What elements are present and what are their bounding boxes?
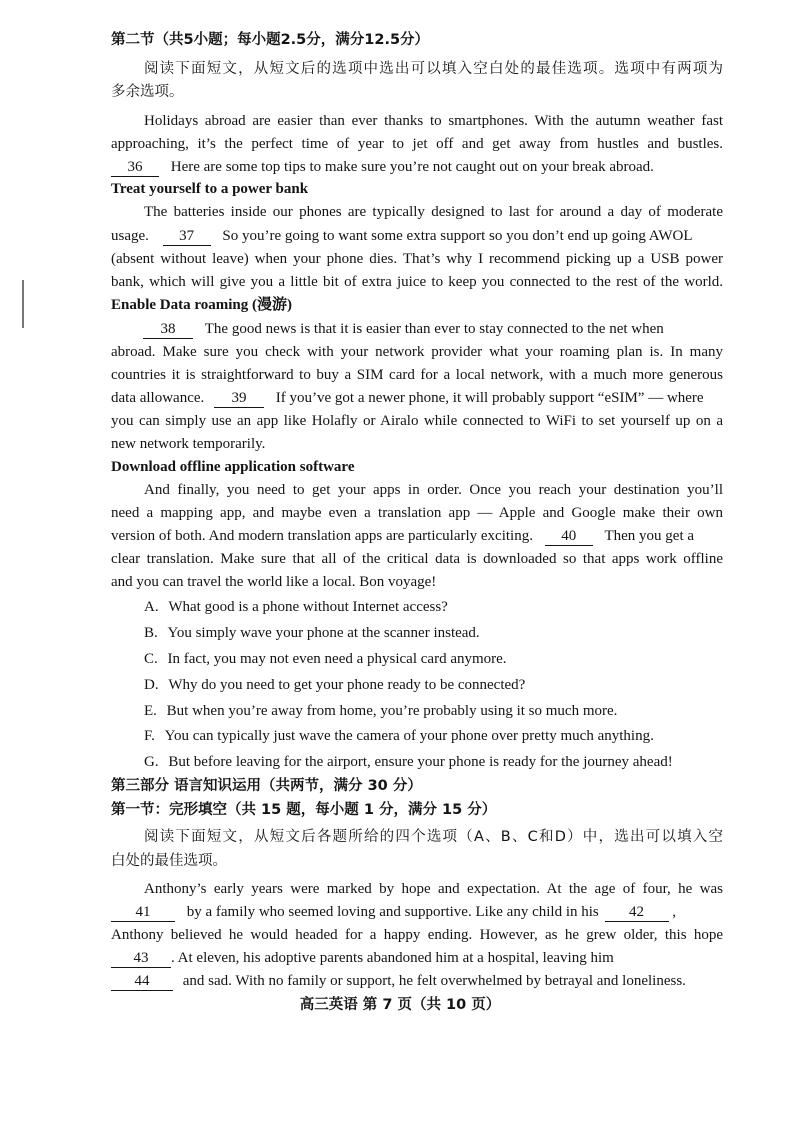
cloze-line: Anthony believed he would headed for a happy ending. However, as he grew older, this hope (111, 927, 723, 943)
heading-data-roaming: Enable Data roaming (漫游) (111, 297, 292, 313)
passage-line: (absent without leave) when your phone dies. That’s why I recommend picking up a USB power (111, 251, 723, 267)
cloze-line (111, 901, 723, 923)
option-letter: A. (144, 599, 159, 615)
page-footer: 高三英语 第 7 页（共 10 页） (299, 997, 501, 1013)
passage-line: new network temporarily. (111, 436, 266, 452)
passage-line: bank, which will give you a little bit of extra juice to keep you connected to the rest of the world. (111, 274, 723, 290)
blank-44: 44 (111, 973, 173, 991)
passage-line (111, 225, 723, 247)
part3-title: 第三部分 语言知识运用（共两节，满分 30 分） (111, 778, 422, 794)
passage-text: Then you get a (604, 528, 695, 544)
passage-line: And finally, you need to get your apps in order. Once you reach your destination you’ll (144, 482, 723, 498)
option-letter: D. (144, 677, 159, 693)
passage-line: and you can travel the world like a local. Bon voyage! (111, 574, 437, 590)
passage-text: Here are some top tips to make sure you’re not caught out on your break abroad. (170, 159, 654, 175)
passage-text: by a family who seemed loving and supportive. Like any child in his (186, 904, 599, 920)
passage-line (111, 156, 723, 178)
passage-line (111, 525, 723, 547)
option-text: What good is a phone without Internet access? (168, 599, 448, 615)
heading-power-bank: Treat yourself to a power bank (111, 181, 309, 197)
option-text: You can typically just wave the camera of your phone over pretty much anything. (164, 728, 654, 744)
option-b (144, 622, 480, 644)
option-text: Why do you need to get your phone ready to be connected? (168, 677, 526, 693)
option-a (144, 596, 448, 618)
option-letter: G. (144, 754, 159, 770)
passage-line: approaching, it’s the perfect time of year to jet off and get away from hustles and bustles. (111, 136, 723, 152)
heading-offline-apps: Download offline application software (111, 459, 355, 475)
option-text: You simply wave your phone at the scanner instead. (167, 625, 480, 641)
passage-text: So you’re going to want some extra support so you don’t end up going AWOL (222, 228, 693, 244)
blank-38: 38 (143, 321, 193, 339)
passage-text: If you’ve got a newer phone, it will probably support “eSIM” — where (275, 390, 704, 406)
cloze-line (111, 970, 723, 992)
blank-40: 40 (545, 528, 593, 546)
blank-37: 37 (163, 228, 211, 246)
passage-line: need a mapping app, and maybe even a translation app — Apple and Google make their own (111, 505, 723, 521)
option-letter: F. (144, 728, 155, 744)
passage-line (111, 387, 723, 409)
part3-instructions-line2: 白处的最佳选项。 (111, 853, 227, 869)
option-text: In fact, you may not even need a physical card anymore. (167, 651, 507, 667)
section2-instructions-line2: 多余选项。 (111, 84, 184, 100)
passage-text: version of both. And modern translation apps are particularly exciting. (111, 528, 533, 544)
blank-43: 43 (111, 950, 171, 968)
blank-39: 39 (214, 390, 264, 408)
passage-text: The good news is that it is easier than ever to stay connected to the net when (204, 321, 664, 337)
option-g (144, 751, 673, 773)
blank-42: 42 (605, 904, 669, 922)
option-f (144, 725, 654, 747)
passage-line: clear translation. Make sure that all of the critical data is downloaded so that apps work offline (111, 551, 723, 567)
passage-line: Holidays abroad are easier than ever thanks to smartphones. With the autumn weather fast (144, 113, 723, 129)
option-d (144, 674, 525, 696)
passage-text: usage. (111, 228, 149, 244)
passage-line: countries it is straightforward to buy a SIM card for a local network, with a much more generous (111, 367, 723, 383)
blank-41: 41 (111, 904, 175, 922)
cloze-line: Anthony’s early years were marked by hope and expectation. At the age of four, he was (144, 881, 723, 897)
passage-line: you can simply use an app like Holafly or Airalo while connected to WiFi to set yourself up on a (111, 413, 723, 429)
passage-line: abroad. Make sure you check with your network provider what your roaming plan is. In many (111, 344, 723, 360)
section2-title: 第二节（共5小题；每小题2.5分，满分12.5分） (111, 32, 430, 48)
option-text: But when you’re away from home, you’re probably using it so much more. (166, 703, 618, 719)
part3-section1-title: 第一节：完形填空（共 15 题，每小题 1 分，满分 15 分） (111, 802, 497, 818)
option-letter: B. (144, 625, 158, 641)
passage-text: and sad. With no family or support, he felt overwhelmed by betrayal and loneliness. (182, 973, 686, 989)
passage-line (111, 318, 723, 340)
cloze-line (111, 947, 723, 969)
passage-line: The batteries inside our phones are typically designed to last for around a day of moderate (144, 204, 723, 220)
option-letter: E. (144, 703, 157, 719)
option-text: But before leaving for the airport, ensure your phone is ready for the journey ahead! (168, 754, 673, 770)
passage-text: , (672, 904, 677, 920)
option-c (144, 648, 507, 670)
option-e (144, 700, 617, 722)
blank-36: 36 (111, 159, 159, 177)
passage-text: data allowance. (111, 390, 205, 406)
part3-instructions-line1: 阅读下面短文，从短文后各题所给的四个选项（A、B、C和D）中，选出可以填入空 (144, 829, 723, 845)
option-letter: C. (144, 651, 158, 667)
passage-text: . At eleven, his adoptive parents abandoned him at a hospital, leaving him (171, 950, 614, 966)
margin-mark (22, 280, 24, 328)
section2-instructions-line1: 阅读下面短文，从短文后的选项中选出可以填入空白处的最佳选项。选项中有两项为 (144, 61, 723, 77)
